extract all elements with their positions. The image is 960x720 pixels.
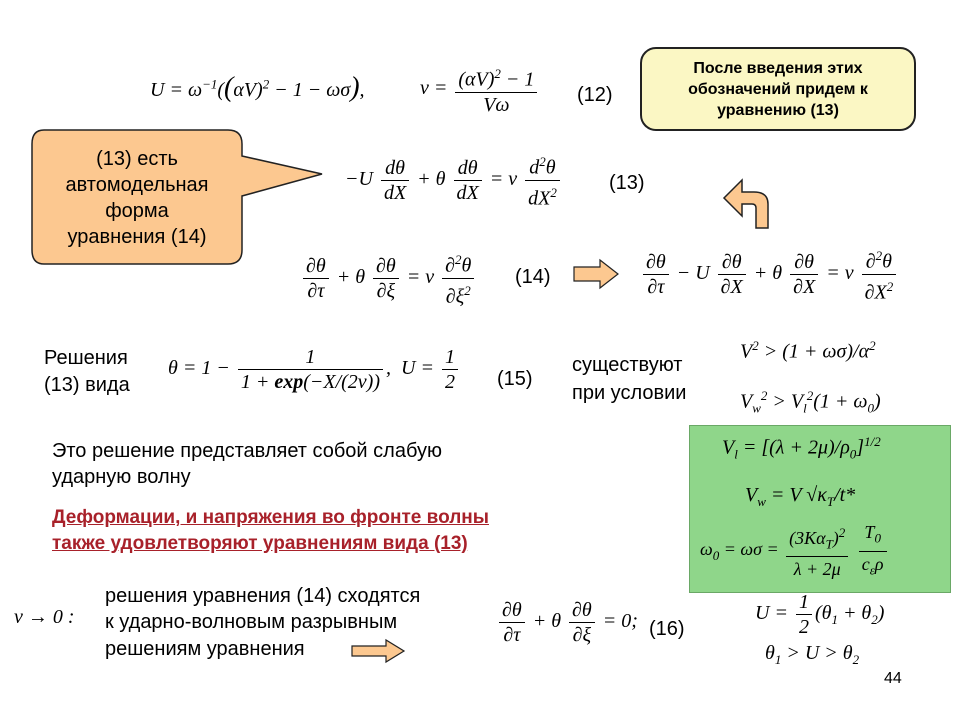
right-arrow-icon bbox=[572, 258, 620, 290]
equation-number: (12) bbox=[577, 84, 613, 106]
condition-1: $V^2 > (1 + \omega\sigma)/\alpha^2$ bbox=[740, 338, 876, 363]
equation-number: (14) bbox=[515, 266, 551, 288]
equation-15: θ = 1 − $\frac{1}{1 + \exp(-X/(2\nu))}$ , U = $\frac{1}{2}$ bbox=[168, 345, 461, 394]
solutions-label: (13) вида bbox=[44, 374, 130, 396]
weak-shock-text: Это решение представляет собой слабую bbox=[52, 440, 442, 462]
equation-16: $\frac{\partial\theta}{\partial\tau}$ + θ $\frac{\partial\theta}{\partial\xi}$ = 0; bbox=[496, 598, 638, 647]
equation-14-transformed: $\frac{\partial\theta}{\partial\tau}$ − U $\frac{\partial\theta}{\partial X}$ + θ $\frac{\partial\theta}{\partial X}$ = ν $\frac{\partial^2\theta}{\partial X^2}$ bbox=[640, 244, 899, 304]
callout-top-line: обозначений придем к bbox=[688, 80, 868, 98]
deformation-note: Деформации, и напряжения во фронте волны bbox=[52, 507, 489, 528]
converge-text: к ударно-волновым разрывным bbox=[105, 611, 398, 633]
callout-self-similar bbox=[32, 146, 242, 250]
curved-arrow-icon bbox=[720, 168, 780, 238]
formula-vw: $V_w = V$ $√\kappa_T/t*$ bbox=[745, 484, 856, 509]
limit-nu: ν → 0 : bbox=[14, 606, 75, 628]
callout-left-line: (13) есть bbox=[96, 148, 178, 170]
weak-shock-text: ударную волну bbox=[52, 466, 191, 488]
deformation-note: также удовлетворяют уравнениям вида (13) bbox=[52, 533, 468, 554]
equation-13: −U $\frac{d\theta}{dX}$ + θ $\frac{d\theta}{dX}$ = ν $\frac{d^2\theta}{dX^2}$ bbox=[345, 150, 563, 210]
callout-left-line: форма bbox=[105, 200, 169, 222]
equation-12-right: ν = $\frac{(\alpha V)^2 - 1}{V\omega}$ bbox=[420, 62, 540, 117]
formula-inequality: $\theta_1 > U > \theta_2$ bbox=[765, 642, 860, 667]
exist-label: существуют bbox=[572, 354, 683, 376]
equation-12-left: $U = \omega^{-1}((\alpha V)^2 - 1 - \omega\sigma)$, bbox=[150, 72, 365, 103]
callout-left-line: автомодельная bbox=[65, 174, 209, 196]
equation-number: (13) bbox=[609, 172, 645, 194]
page-number: 44 bbox=[884, 670, 902, 687]
solutions-label: Решения bbox=[44, 347, 128, 369]
callout-top-line: уравнению (13) bbox=[717, 101, 839, 119]
equation-number: (15) bbox=[497, 368, 533, 390]
equation-number: (16) bbox=[649, 618, 685, 640]
converge-text: решениям уравнения bbox=[105, 638, 305, 660]
callout-left-line: уравнения (14) bbox=[67, 226, 207, 248]
formula-vl: $V_l = [(\lambda + 2\mu)/\rho_0]^{1/2}$ bbox=[722, 434, 881, 462]
condition-2: $V_w^2 > V_l^2(1 + \omega_0)$ bbox=[740, 388, 881, 416]
converge-text: решения уравнения (14) сходятся bbox=[105, 585, 421, 607]
right-arrow-icon bbox=[350, 638, 406, 664]
callout-top-line: После введения этих bbox=[693, 59, 863, 77]
formula-omega0: $\omega_0 = \omega\sigma$ = $\frac{(3K\alpha_T)^2}{\lambda + 2\mu}$ $\frac{T_0}{c_\varepsilon\rho}$ bbox=[700, 520, 890, 582]
equation-14: $\frac{\partial\theta}{\partial\tau}$ + θ $\frac{\partial\theta}{\partial\xi}$ = ν $\frac{\partial^2\theta}{\partial\xi^2}$ bbox=[300, 248, 477, 308]
callout-eq13-note bbox=[640, 47, 916, 131]
exist-label: при условии bbox=[572, 382, 687, 404]
formula-u-theta: U = $\frac{1}{2}$ $(\theta_1 + \theta_2)$ bbox=[755, 591, 885, 638]
